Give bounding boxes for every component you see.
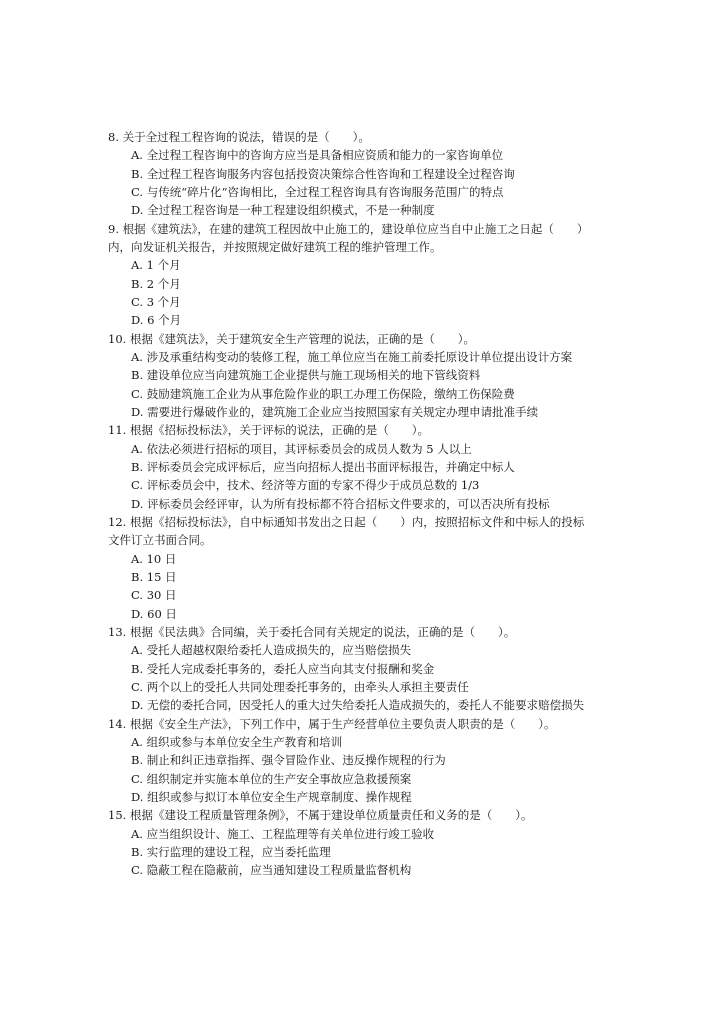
question-0-option: C. 与传统“碎片化”咨询相比，全过程工程咨询具有咨询服务范围广的特点 — [131, 184, 504, 199]
question-7-option: C. 隐蔽工程在隐蔽前，应当通知建设工程质量监督机构 — [131, 863, 412, 878]
question-4-stem-line: 文件订立书面合同。 — [108, 533, 212, 548]
question-0-stem-line: 8. 关于全过程工程咨询的说法，错误的是（ ）。 — [108, 130, 370, 144]
question-1-option: A. 1 个月 — [131, 258, 181, 273]
question-2-stem-line: 10. 根据《建筑法》，关于建筑安全生产管理的说法，正确的是（ ）。 — [108, 331, 475, 346]
question-5-option: C. 两个以上的受托人共同处理委托事务的，由牵头人承担主要责任 — [131, 679, 469, 694]
question-1-stem-line: 9. 根据《建筑法》，在建的建筑工程因故中止施工的，建设单位应当自中止施工之日起（ ） — [108, 221, 589, 236]
question-7-option: B. 实行监理的建设工程，应当委托监理 — [131, 844, 331, 859]
question-4-option: B. 15 日 — [131, 569, 177, 584]
question-6-option: C. 组织制定并实施本单位的生产安全事故应急救援预案 — [131, 771, 412, 786]
question-5-option: B. 受托人完成委托事务的，委托人应当向其支付报酬和奖金 — [131, 661, 435, 676]
question-0-option: A. 全过程工程咨询中的咨询方应当是具备相应资质和能力的一家咨询单位 — [131, 148, 504, 163]
question-4-option: A. 10 日 — [131, 551, 177, 566]
question-3-option: C. 评标委员会中，技术、经济等方面的专家不得少于成员总数的 1/3 — [131, 478, 480, 493]
question-3-option: D. 评标委员会经评审，认为所有投标都不符合招标文件要求的，可以否决所有投标 — [131, 496, 550, 511]
question-1-option: B. 2 个月 — [131, 276, 181, 291]
question-0-option: D. 全过程工程咨询是一种工程建设组织模式，不是一种制度 — [131, 203, 435, 218]
question-5-option: A. 受托人超越权限给委托人造成损失的，应当赔偿损失 — [131, 643, 412, 658]
question-7-stem-line: 15. 根据《建设工程质量管理条例》，不属于建设单位质量责任和义务的是（ ）。 — [108, 808, 533, 823]
question-2-option: A. 涉及承重结构变动的装修工程，施工单位应当在施工前委托原设计单位提出设计方案 — [131, 349, 573, 364]
question-1-option: C. 3 个月 — [131, 294, 181, 309]
question-4-option: D. 60 日 — [131, 606, 177, 621]
question-1-option: D. 6 个月 — [131, 313, 182, 328]
question-3-stem-line: 11. 根据《招标投标法》，关于评标的说法，正确的是（ ）。 — [108, 423, 429, 438]
question-0-option: B. 全过程工程咨询服务内容包括投资决策综合性咨询和工程建设全过程咨询 — [131, 166, 515, 181]
question-2-option: C. 鼓励建筑施工企业为从事危险作业的职工办理工伤保险，缴纳工伤保险费 — [131, 386, 515, 401]
question-5-option: D. 无偿的委托合同，因受托人的重大过失给委托人造成损失的，委托人不能要求赔偿损失 — [131, 698, 585, 713]
question-2-option: D. 需要进行爆破作业的，建筑施工企业应当按照国家有关规定办理申请批准手续 — [131, 404, 539, 419]
question-4-stem-line: 12. 根据《招标投标法》，自中标通知书发出之日起（ ）内，按照招标文件和中标人的投标 — [108, 514, 585, 529]
question-5-stem-line: 13. 根据《民法典》合同编，关于委托合同有关规定的说法，正确的是（ ）。 — [108, 624, 516, 639]
question-6-option: D. 组织或参与拟订本单位安全生产规章制度、操作规程 — [131, 789, 412, 804]
question-6-option: A. 组织或参与本单位安全生产教育和培训 — [131, 734, 343, 749]
question-6-stem-line: 14. 根据《安全生产法》，下列工作中，属于生产经营单位主要负责人职责的是（ ）。 — [108, 716, 556, 731]
question-6-option: B. 制止和纠正违章指挥、强令冒险作业、违反操作规程的行为 — [131, 753, 446, 768]
question-7-option: A. 应当组织设计、施工、工程监理等有关单位进行竣工验收 — [131, 826, 435, 841]
question-2-option: B. 建设单位应当向建筑施工企业提供与施工现场相关的地下管线资料 — [131, 368, 481, 383]
question-1-stem-line: 内，向发证机关报告，并按照规定做好建筑工程的维护管理工作。 — [108, 239, 442, 254]
question-4-option: C. 30 日 — [131, 588, 177, 603]
question-3-option: A. 依法必须进行招标的项目，其评标委员会的成员人数为 5 人以上 — [131, 441, 472, 456]
question-3-option: B. 评标委员会完成评标后，应当向招标人提出书面评标报告，并确定中标人 — [131, 459, 515, 474]
